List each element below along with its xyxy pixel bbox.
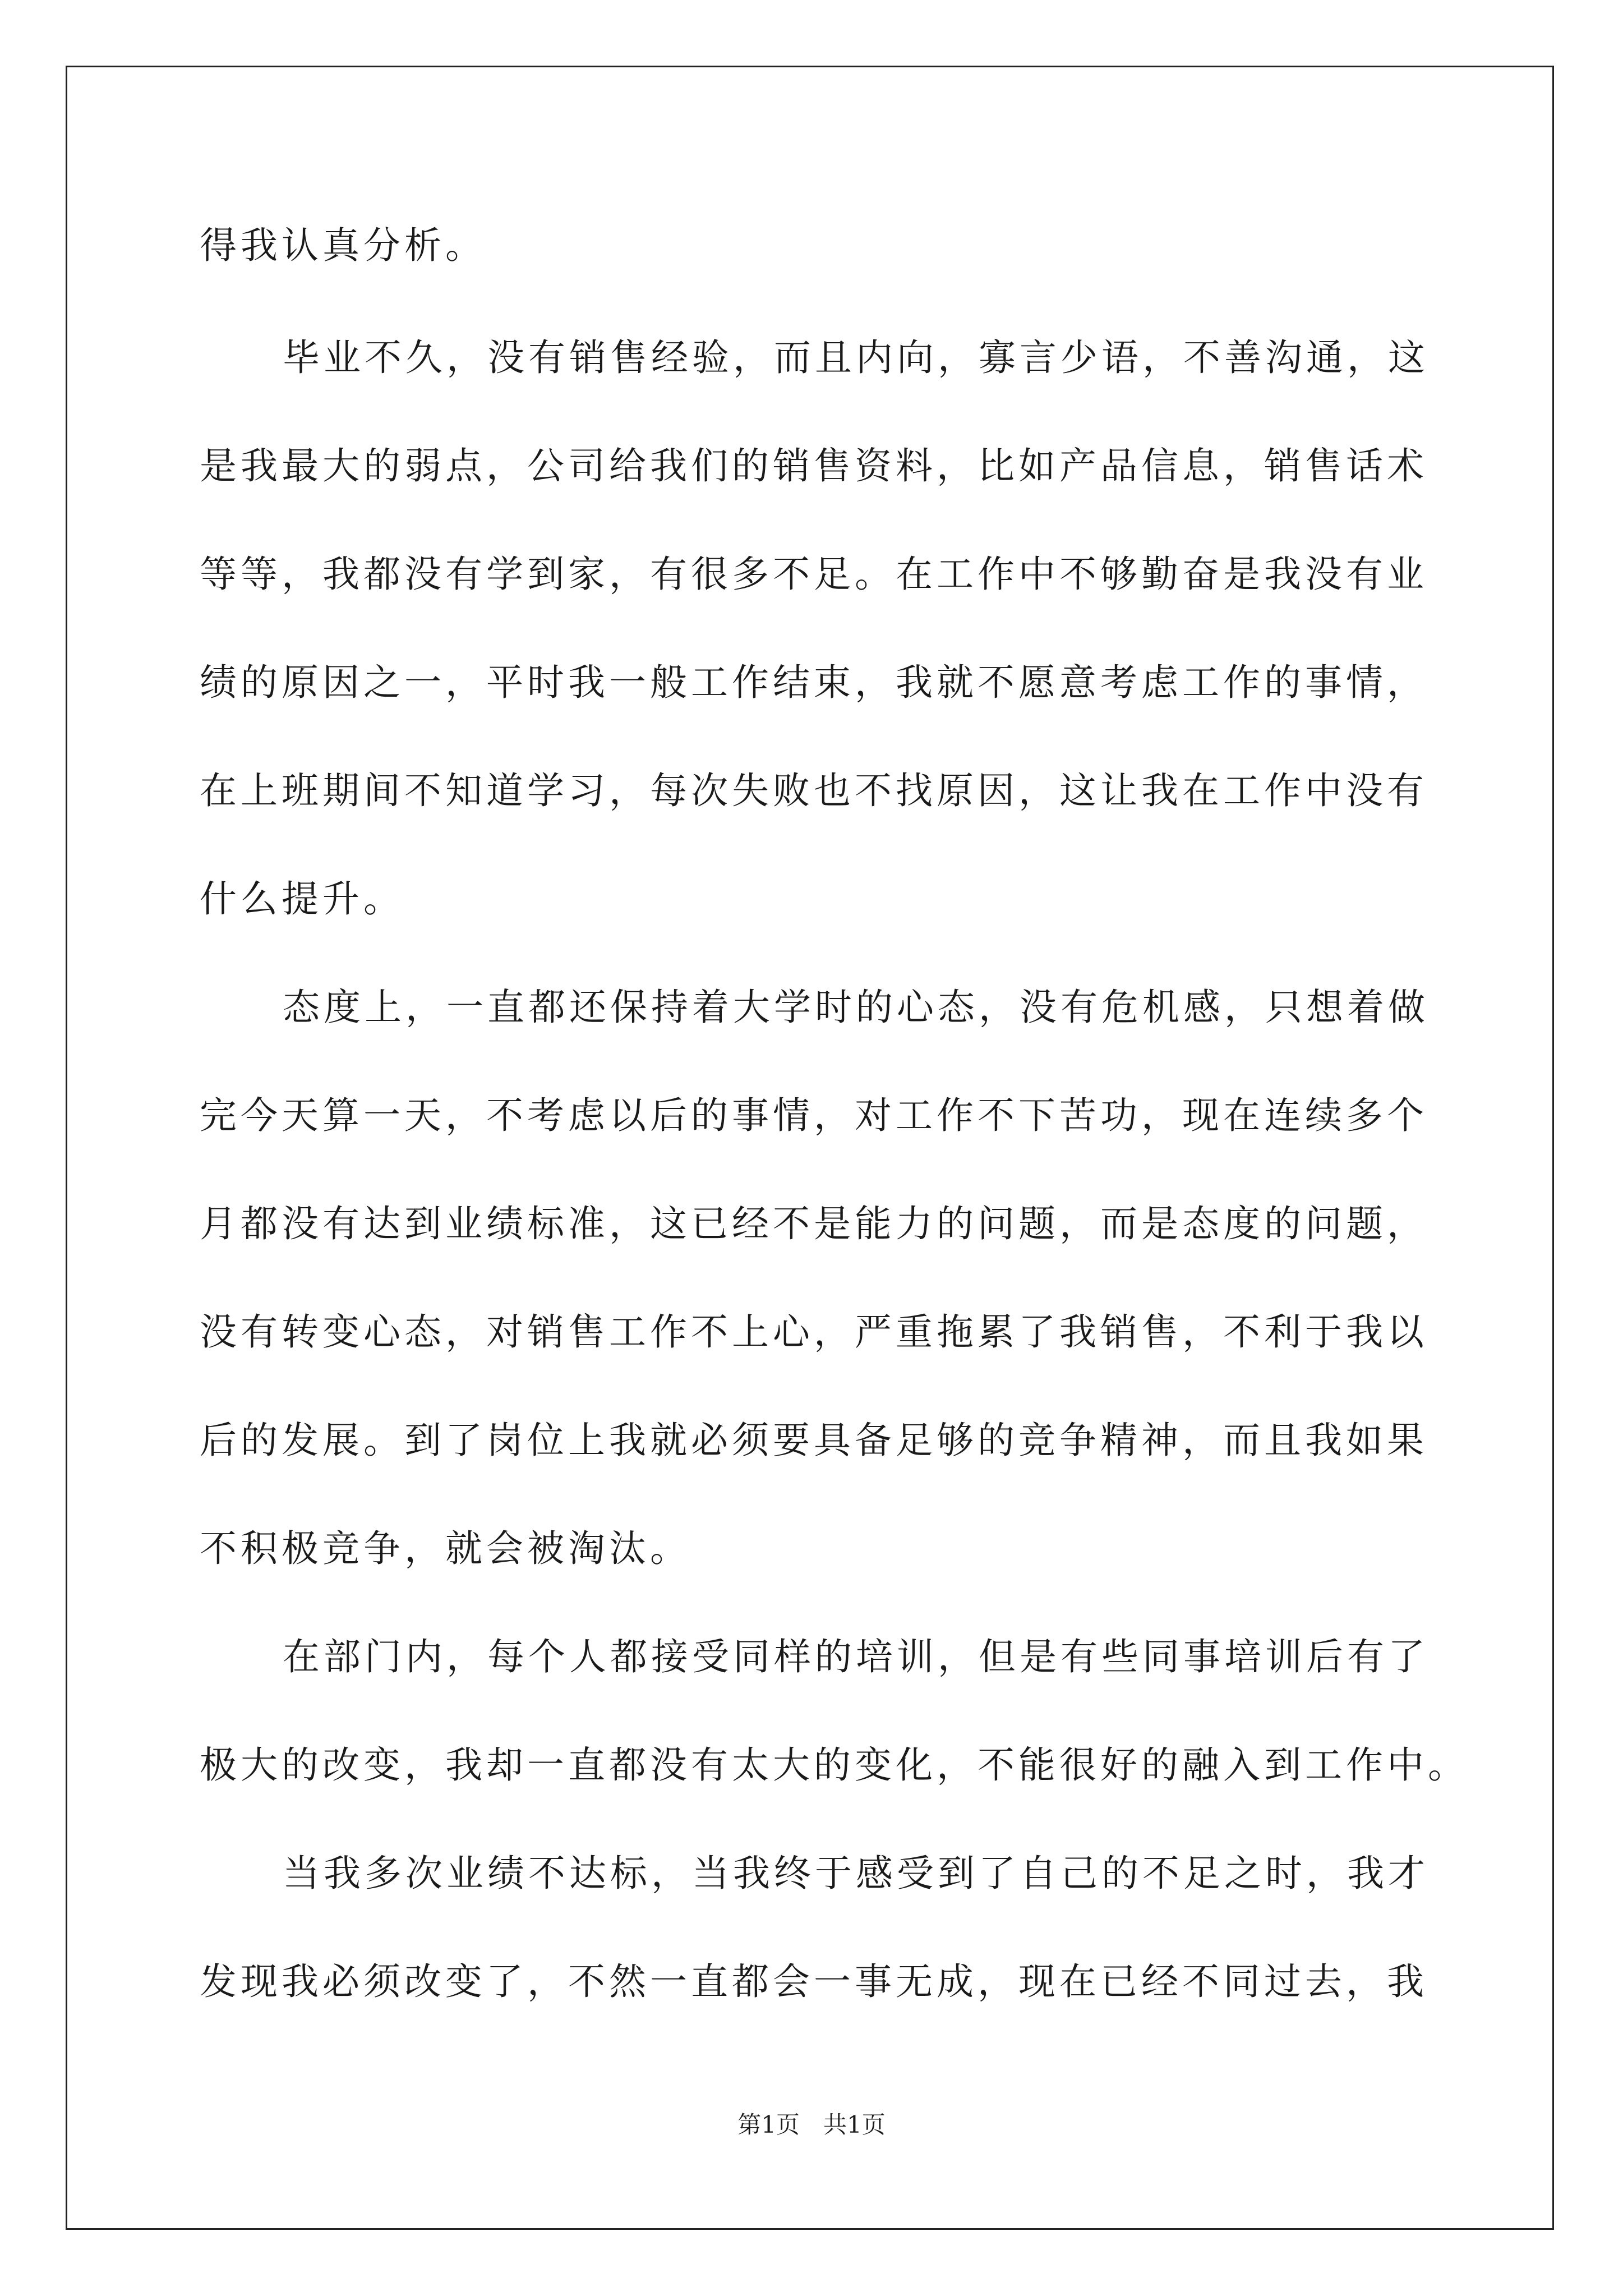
page-border <box>66 66 1554 2230</box>
paragraph-first-line: 毕业不久，没有销售经验，而且内向，寡言少语，不善沟通，这 <box>283 336 1429 379</box>
body-line: 得我认真分析。 <box>200 224 486 267</box>
paragraph-first-line: 当我多次业绩不达标，当我终于感受到了自己的不足之时，我才 <box>283 1852 1429 1895</box>
page-number-footer: 第1页 共1页 <box>737 2111 886 2138</box>
body-line: 不积极竞争，就会被淘汰。 <box>200 1527 691 1570</box>
body-line: 后的发展。到了岗位上我就必须要具备足够的竞争精神，而且我如果 <box>200 1419 1428 1462</box>
body-line: 是我最大的弱点，公司给我们的销售资料，比如产品信息，销售话术 <box>200 444 1428 487</box>
body-line: 等等，我都没有学到家，有很多不足。在工作中不够勤奋是我没有业 <box>200 553 1428 596</box>
body-line: 在上班期间不知道学习，每次失败也不找原因，这让我在工作中没有 <box>200 769 1428 812</box>
body-line: 发现我必须改变了，不然一直都会一事无成，现在已经不同过去，我 <box>200 1960 1428 2003</box>
paragraph-first-line: 在部门内，每个人都接受同样的培训，但是有些同事培训后有了 <box>283 1635 1429 1678</box>
body-line: 什么提升。 <box>200 877 404 921</box>
body-line: 绩的原因之一，平时我一般工作结束，我就不愿意考虑工作的事情， <box>200 661 1428 704</box>
body-line: 极大的改变，我却一直都没有太大的变化，不能很好的融入到工作中。 <box>200 1743 1469 1787</box>
body-line: 完今天算一天，不考虑以后的事情，对工作不下苦功，现在连续多个 <box>200 1094 1428 1137</box>
paragraph-first-line: 态度上，一直都还保持着大学时的心态，没有危机感，只想着做 <box>283 986 1429 1029</box>
body-line: 月都没有达到业绩标准，这已经不是能力的问题，而是态度的问题， <box>200 1202 1428 1245</box>
body-line: 没有转变心态，对销售工作不上心，严重拖累了我销售，不利于我以 <box>200 1310 1428 1354</box>
